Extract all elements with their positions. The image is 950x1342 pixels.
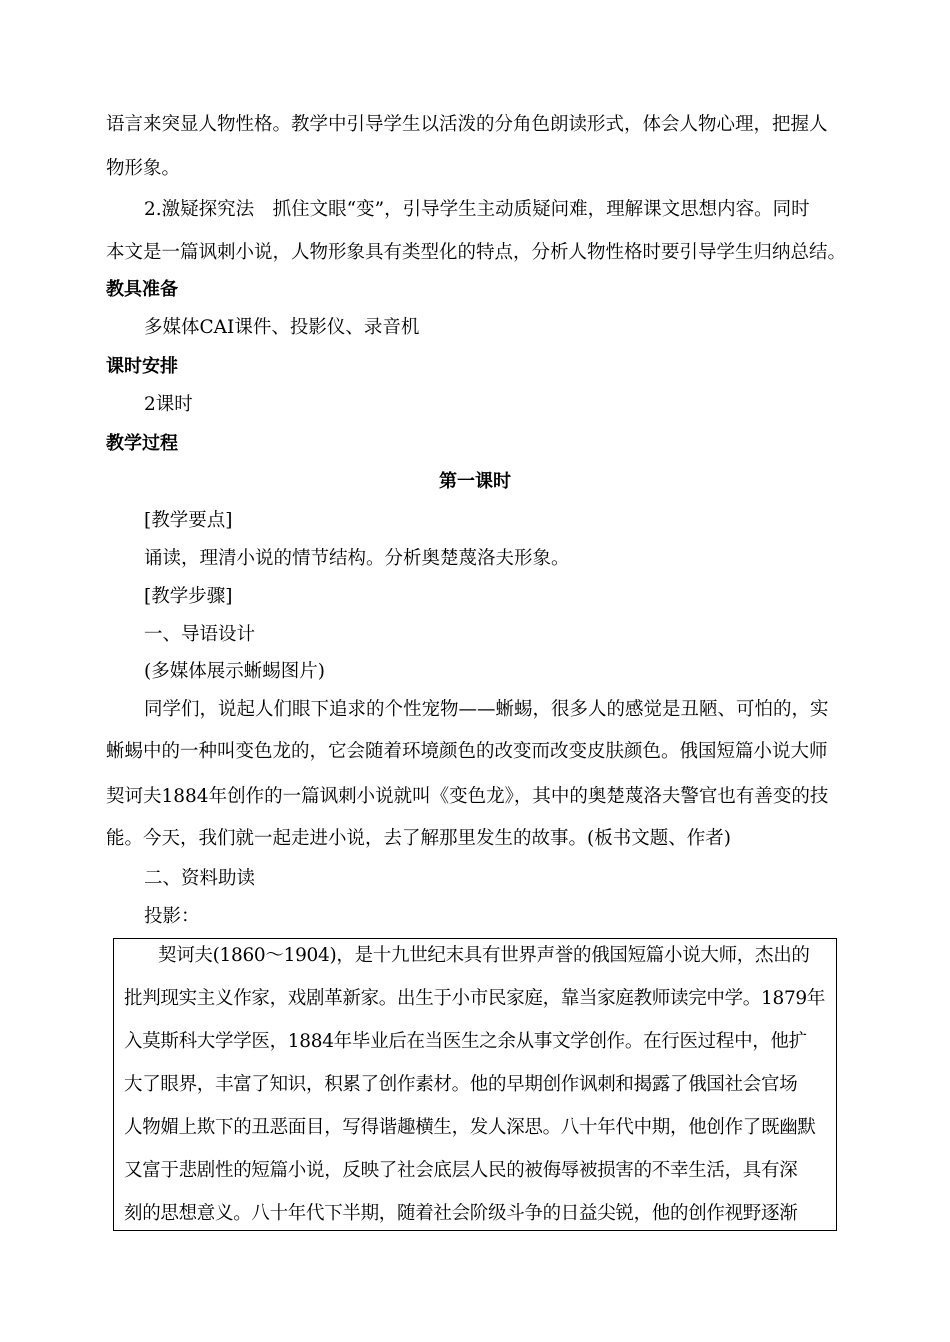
- box-line: 批判现实主义作家，戏剧革新家。出生于小市民家庭，靠当家庭教师读完中学。1879年: [124, 988, 826, 1009]
- step2-title: 二、资料助读: [144, 868, 256, 889]
- schedule-text: 2课时: [144, 394, 193, 415]
- method2-line-1: 2.激疑探究法 抓住文眼“变”，引导学生主动质疑问难，理解课文思想内容。同时: [144, 199, 810, 220]
- key-points-label: [教学要点]: [144, 510, 233, 531]
- step1-note: (多媒体展示蜥蜴图片): [144, 661, 325, 682]
- steps-label: [教学步骤]: [144, 586, 233, 607]
- biography-box: [113, 938, 837, 1231]
- tools-text: 多媒体CAI课件、投影仪、录音机: [144, 317, 420, 338]
- box-line: 又富于悲剧性的短篇小说，反映了社会底层人民的被侮辱被损害的不幸生活，具有深: [124, 1160, 798, 1181]
- lesson-title: 第一课时: [439, 471, 511, 492]
- schedule-heading: 课时安排: [106, 356, 178, 377]
- step1-paragraph-line-2: 蜥蜴中的一种叫变色龙的，它会随着环境颜色的改变而改变皮肤颜色。俄国短篇小说大师: [106, 741, 828, 762]
- box-line: 入莫斯科大学学医，1884年毕业后在当医生之余从事文学创作。在行医过程中，他扩: [124, 1031, 807, 1052]
- intro-line-2: 物形象。: [106, 158, 181, 179]
- tools-heading: 教具准备: [106, 279, 178, 300]
- process-heading: 教学过程: [106, 433, 178, 454]
- box-line: 契诃夫(1860～1904)，是十九世纪末具有世界声誉的俄国短篇小说大师，杰出的: [158, 945, 810, 966]
- intro-line-1: 语言来突显人物性格。教学中引导学生以活泼的分角色朗读形式，体会人物心理，把握人: [106, 114, 828, 135]
- box-line: 刻的思想意义。八十年代下半期，随着社会阶级斗争的日益尖锐，他的创作视野逐渐: [124, 1203, 798, 1224]
- key-points-text: 诵读，理清小说的情节结构。分析奥楚蔑洛夫形象。: [144, 548, 570, 569]
- step1-paragraph-line-1: 同学们，说起人们眼下追求的个性宠物——蜥蜴，很多人的感觉是丑陋、可怕的，实: [144, 699, 829, 720]
- step1-title: 一、导语设计: [144, 624, 256, 645]
- step1-paragraph-line-4: 能。今天，我们就一起走进小说，去了解那里发生的故事。(板书文题、作者): [106, 828, 731, 849]
- box-line: 人物媚上欺下的丑恶面目，写得谐趣横生，发人深思。八十年代中期，他创作了既幽默: [124, 1117, 816, 1138]
- step2-label: 投影：: [144, 906, 200, 927]
- method2-line-2: 本文是一篇讽刺小说，人物形象具有类型化的特点，分析人物性格时要引导学生归纳总结。: [106, 242, 847, 263]
- box-line: 大了眼界，丰富了知识，积累了创作素材。他的早期创作讽刺和揭露了俄国社会官场: [124, 1074, 798, 1095]
- step1-paragraph-line-3: 契诃夫1884年创作的一篇讽刺小说就叫《变色龙》，其中的奥楚蔑洛夫警官也有善变的技: [106, 786, 829, 807]
